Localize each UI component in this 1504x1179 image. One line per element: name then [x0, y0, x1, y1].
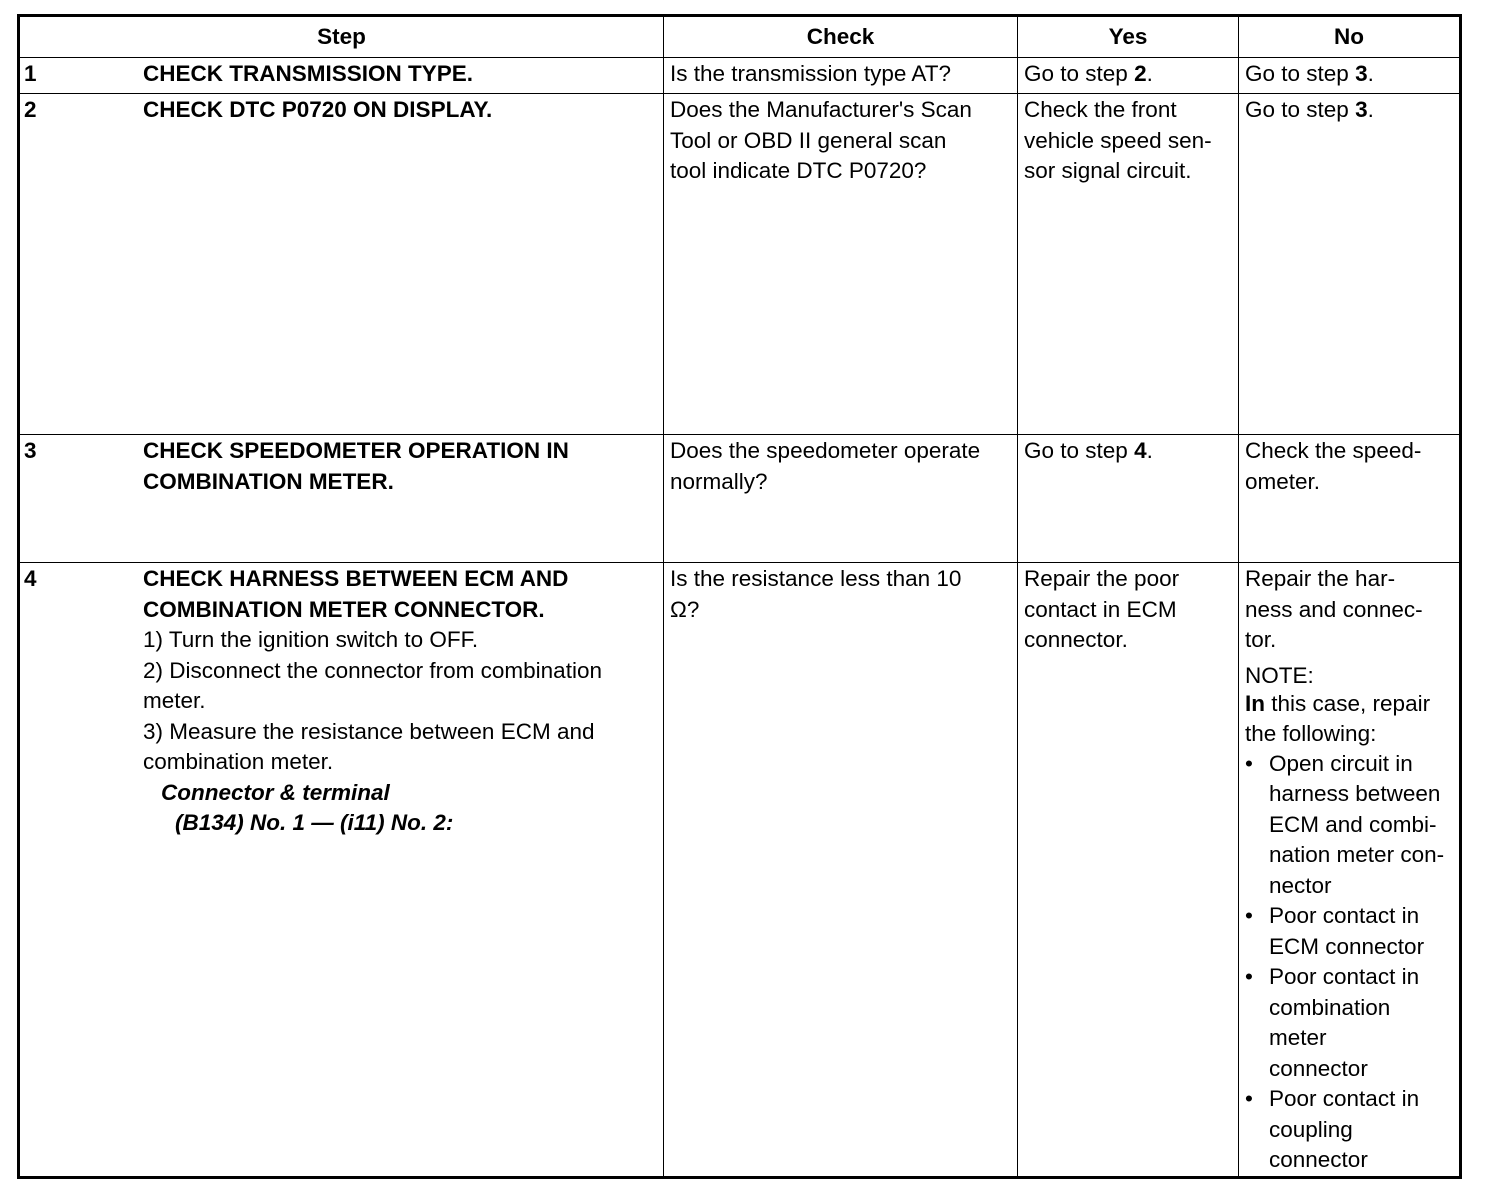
table-row	[19, 435, 1461, 563]
step-cell	[19, 563, 664, 1178]
check-question: Does the Manufacturer's Scan Tool or OBD II general scan tool indicate DTC P0720?	[670, 97, 972, 183]
bullet-icon: •	[1245, 1086, 1253, 1111]
step-cell	[19, 435, 664, 563]
yes-step-ref: 4	[1134, 438, 1147, 463]
note-bullet-text: Poor contact in ECM connector	[1269, 903, 1425, 959]
check-cell	[664, 58, 1018, 94]
table-row	[19, 58, 1461, 94]
header-step: Step	[19, 16, 664, 58]
check-question: Is the resistance less than 10 Ω?	[670, 566, 962, 622]
note-intro-text: this case, repair the following:	[1245, 690, 1431, 746]
step-title: CHECK DTC P0720 ON DISPLAY.	[143, 97, 493, 122]
check-cell	[664, 563, 1018, 1178]
yes-cell: Go to step 2.	[1018, 58, 1239, 94]
no-action: Go to step	[1245, 97, 1356, 122]
step-number: 3	[24, 438, 37, 463]
check-question: Does the speedometer operate normally?	[670, 438, 981, 494]
header-no: No	[1239, 16, 1461, 58]
no-cell: Go to step 3.	[1239, 94, 1461, 435]
list-item	[1245, 962, 1453, 1084]
check-question: Is the transmission type AT?	[670, 61, 951, 86]
check-cell	[664, 435, 1018, 563]
yes-action: Check the front vehicle speed sen- sor signal circuit.	[1024, 97, 1212, 183]
no-step-ref: 3	[1355, 97, 1368, 122]
yes-cell	[1018, 563, 1239, 1178]
step-cell	[19, 58, 664, 94]
check-cell	[664, 94, 1018, 435]
note-intro	[1245, 689, 1453, 749]
yes-step-ref: 2	[1134, 61, 1147, 86]
no-action: Check the speed- ometer.	[1245, 438, 1422, 494]
note-bullet-text: Poor contact in coupling connector	[1269, 1086, 1420, 1172]
procedure-step: 2) Disconnect the connector from combination meter.	[143, 657, 602, 713]
step-number: 4	[24, 566, 37, 591]
yes-cell	[1018, 94, 1239, 435]
header-yes: Yes	[1018, 16, 1239, 58]
yes-action: Repair the poor contact in ECM connector.	[1024, 566, 1180, 652]
table-row	[19, 563, 1461, 1178]
note-bullet-text: Poor contact in combination meter connector	[1269, 964, 1420, 1081]
no-cell	[1239, 435, 1461, 563]
note-heading: NOTE:	[1245, 662, 1314, 688]
no-step-ref: 3	[1355, 61, 1368, 86]
no-action: Go to step	[1245, 61, 1356, 86]
header-check: Check	[664, 16, 1018, 58]
step-title: CHECK SPEEDOMETER OPERATION IN COMBINATION METER.	[143, 438, 569, 494]
step-cell	[19, 94, 664, 435]
step-number: 1	[24, 61, 37, 86]
yes-action: Go to step	[1024, 61, 1135, 86]
list-item	[1245, 749, 1453, 902]
bullet-icon: •	[1245, 750, 1253, 776]
yes-action: Go to step	[1024, 438, 1135, 463]
note-bullet-text: Open circuit in harness between ECM and combi- nation meter con- nector	[1269, 750, 1445, 898]
step-title: CHECK TRANSMISSION TYPE.	[143, 61, 474, 86]
list-item	[1245, 1084, 1453, 1176]
diagnostic-table	[17, 14, 1462, 1179]
header-row	[19, 16, 1461, 58]
bullet-icon: •	[1245, 903, 1253, 928]
yes-cell: Go to step 4.	[1018, 435, 1239, 563]
procedure-step: 1) Turn the ignition switch to OFF.	[143, 627, 479, 652]
no-cell	[1239, 563, 1461, 1178]
procedure-step: 3) Measure the resistance between ECM and combination meter.	[143, 718, 595, 774]
spec-label: Connector & terminal	[161, 779, 390, 805]
step-number: 2	[24, 97, 37, 122]
table-row	[19, 94, 1461, 435]
no-cell: Go to step 3.	[1239, 58, 1461, 94]
note-intro-lead: In	[1245, 690, 1265, 716]
spec-value: (B134) No. 1 — (i11) No. 2:	[175, 810, 454, 835]
list-item	[1245, 901, 1453, 962]
step-title: CHECK HARNESS BETWEEN ECM AND COMBINATION METER CONNECTOR.	[143, 566, 569, 622]
no-action: Repair the har- ness and connec- tor.	[1245, 566, 1423, 652]
bullet-icon: •	[1245, 964, 1253, 989]
